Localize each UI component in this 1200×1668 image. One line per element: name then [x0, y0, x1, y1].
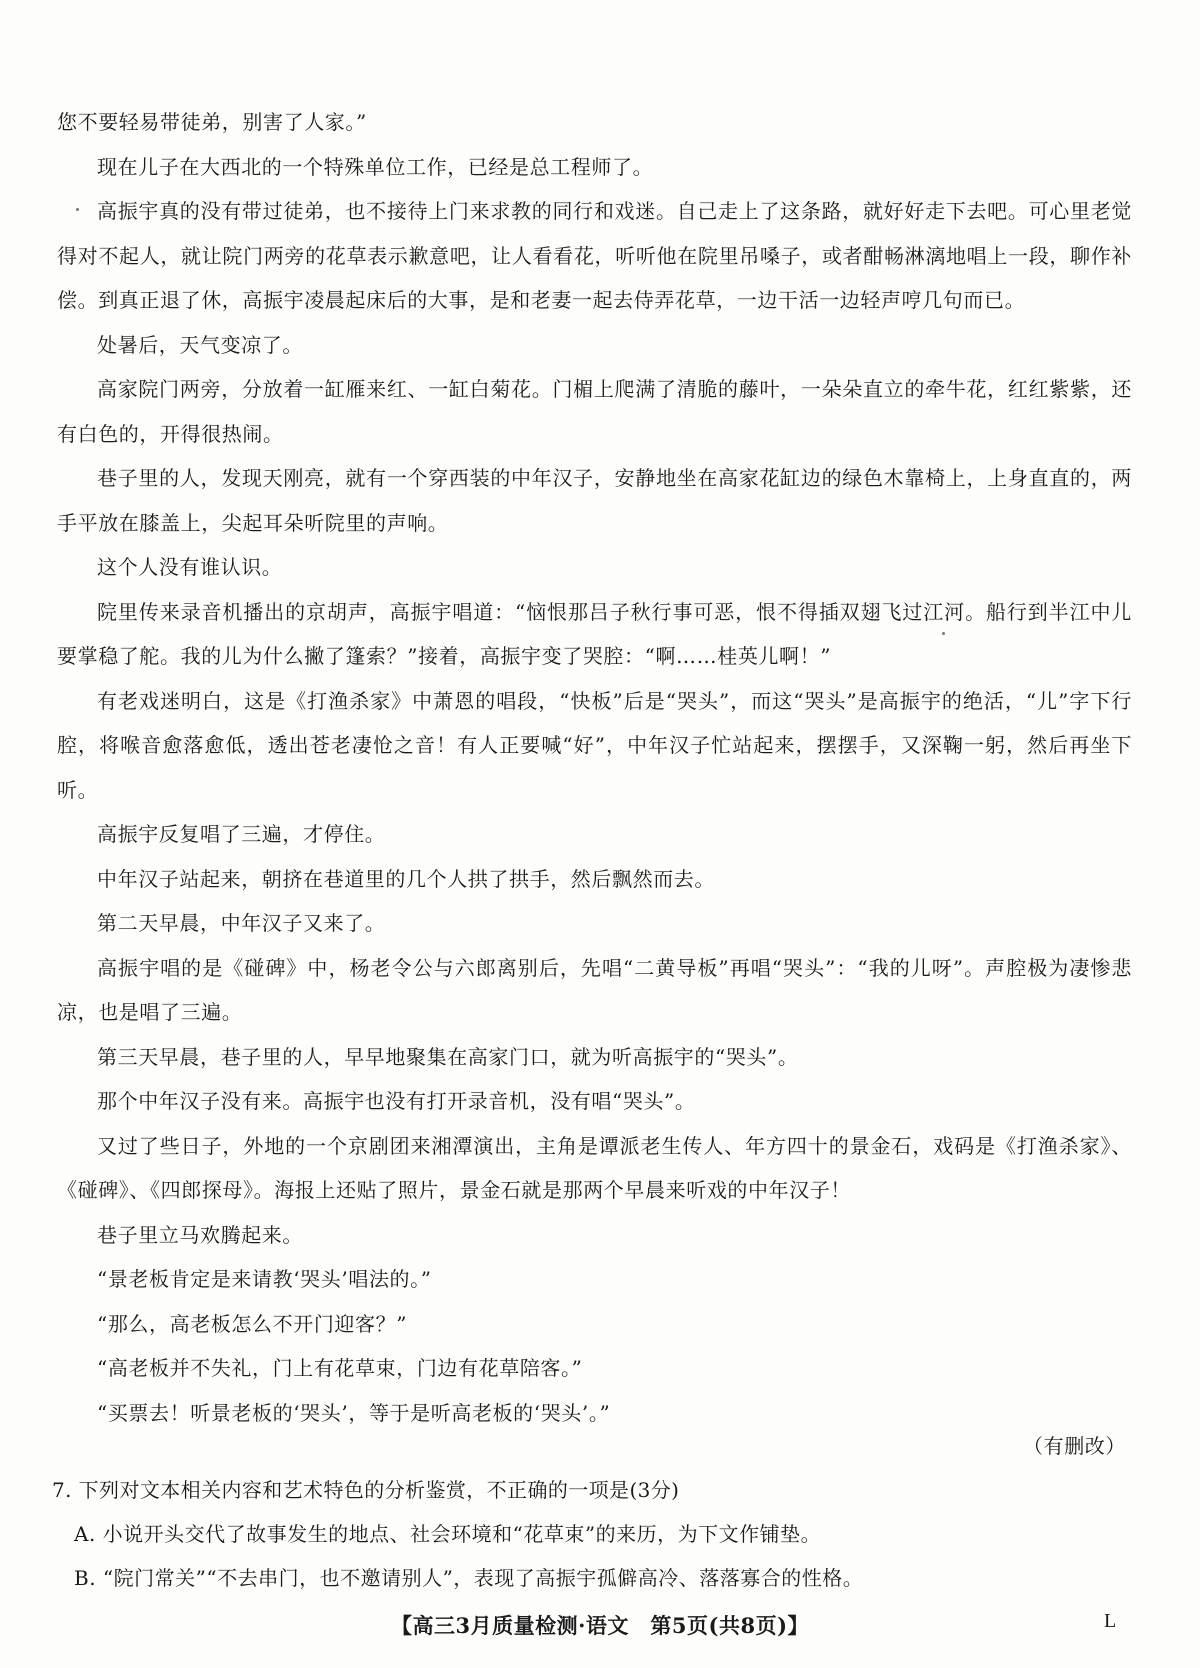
story-paragraph: 处暑后，天气变凉了。: [97, 332, 303, 357]
scan-speck: [76, 208, 79, 211]
story-paragraph: “高老板并不失礼，门上有花草束，门边有花草陪客。”: [97, 1356, 583, 1380]
scan-speck: [942, 632, 945, 635]
footer-mark: L: [1104, 1610, 1117, 1632]
story-paragraph: 高振宇真的没有带过徒弟，也不接待上门来求教的同行和戏迷。自己走上了这条路，就好好走下去吧。可心里老觉得对不起人，就让院门两旁的花草表示歉意吧，让人看看花，听听他在院里吊嗓子，或者酣畅淋漓地唱上一段，聊作补偿。到真正退了休，高振宇凌晨起床后的大事，是和老妻一起去侍弄花草，一边干活一边轻声哼几句而已。: [57, 199, 1132, 312]
story-paragraph: “买票去！听景老板的‘哭头’，等于是听高老板的‘哭头’。”: [97, 1400, 611, 1425]
story-paragraph: 第三天早晨，巷子里的人，早早地聚集在高家门口，就为听高振宇的“哭头”。: [97, 1044, 799, 1069]
story-paragraph: 第二天早晨，中年汉子又来了。: [97, 911, 386, 935]
question-7-option-a: A. 小说开头交代了故事发生的地点、社会环境和“花草束”的来历，为下文作铺垫。: [74, 1522, 822, 1546]
abridged-note: （有删改）: [1023, 1434, 1126, 1458]
story-text: [57, 100, 1132, 1435]
story-paragraph: 您不要轻易带徒弟，别害了人家。”: [57, 110, 367, 134]
story-paragraph: “景老板肯定是来请教‘哭头’唱法的。”: [97, 1267, 432, 1291]
story-paragraph: 这个人没有谁认识。: [97, 555, 283, 579]
story-paragraph: 高振宇唱的是《碰碑》中，杨老令公与六郎离别后，先唱“二黄导板”再唱“哭头”：“我的儿呀”。声腔极为凄惨悲凉，也是唱了三遍。: [57, 955, 1132, 1024]
page-footer: 【高三3月质量检测·语文 第5页(共8页)】: [390, 1613, 810, 1638]
question-7-option-b: B. “院门常关”“不去串门，也不邀请别人”，表现了高振宇孤僻高冷、落落寡合的性格。: [74, 1566, 864, 1590]
story-paragraph: 中年汉子站起来，朝挤在巷道里的几个人拱了拱手，然后飘然而去。: [97, 866, 715, 891]
question-block: [52, 1468, 1132, 1600]
question-7-stem: 7. 下列对文本相关内容和艺术特色的分析鉴赏，不正确的一项是(3分): [52, 1478, 680, 1502]
story-paragraph: “那么，高老板怎么不开门迎客？”: [97, 1311, 408, 1336]
story-paragraph: 有老戏迷明白，这是《打渔杀家》中萧恩的唱段，“快板”后是“哭头”，而这“哭头”是高振宇的绝活，“儿”字下行腔，将喉音愈落愈低，透出苍老凄怆之音！有人正要喊“好”，中年汉子忙站起来，摆摆手，又深鞠一躬，然后再坐下听。: [57, 688, 1132, 802]
story-paragraph: 高家院门两旁，分放着一缸雁来红、一缸白菊花。门楣上爬满了清脆的藤叶，一朵朵直立的牵牛花，红红紫紫，还有白色的，开得很热闹。: [57, 377, 1132, 446]
story-paragraph: 院里传来录音机播出的京胡声，高振宇唱道：“恼恨那吕子秋行事可恶，恨不得插双翅飞过江河。船行到半江中儿要掌稳了舵。我的儿为什么撇了篷索？”接着，高振宇变了哭腔：“啊……桂英儿啊！”: [57, 599, 1132, 668]
story-paragraph: 高振宇反复唱了三遍，才停住。: [97, 822, 386, 846]
story-paragraph: 巷子里立马欢腾起来。: [97, 1222, 303, 1247]
story-paragraph: 又过了些日子，外地的一个京剧团来湘潭演出，主角是谭派老生传人、年方四十的景金石，戏码是《打渔杀家》、《碰碑》、《四郎探母》。海报上还贴了照片，景金石就是那两个早晨来听戏的中年汉子！: [57, 1133, 1132, 1202]
story-paragraph: 巷子里的人，发现天刚亮，就有一个穿西装的中年汉子，安静地坐在高家花缸边的绿色木靠椅上，上身直直的，两手平放在膝盖上，尖起耳朵听院里的声响。: [57, 466, 1132, 535]
story-paragraph: 现在儿子在大西北的一个特殊单位工作，已经是总工程师了。: [97, 154, 654, 179]
story-paragraph: 那个中年汉子没有来。高振宇也没有打开录音机，没有唱“哭头”。: [97, 1089, 696, 1113]
